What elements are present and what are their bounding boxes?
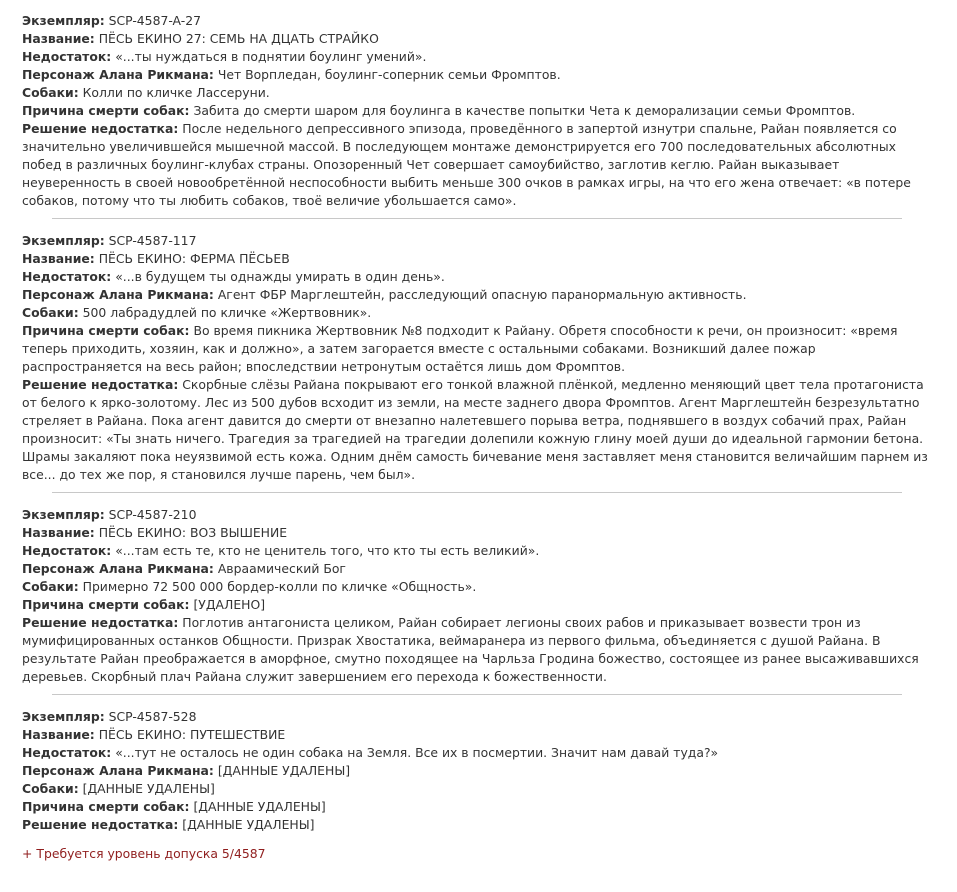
value-character: Авраамический Бог [217, 561, 346, 576]
entry-resolution [22, 376, 932, 484]
entry-resolution [22, 120, 932, 210]
label-character: Персонаж Алана Рикмана: [22, 67, 214, 82]
label-dogs: Собаки: [22, 781, 79, 796]
value-dogs: [ДАННЫЕ УДАЛЕНЫ] [82, 781, 215, 796]
label-death-cause: Причина смерти собак: [22, 597, 190, 612]
entry-resolution [22, 614, 932, 686]
value-title: ПЁСЬ ЕКИНО: ПУТЕШЕСТВИЕ [98, 727, 286, 742]
entry-instance [22, 12, 932, 30]
label-instance: Экземпляр: [22, 709, 105, 724]
entry-title [22, 524, 932, 542]
entry-flaw [22, 744, 932, 762]
entry-character [22, 762, 932, 780]
entry-death-cause [22, 596, 932, 614]
value-dogs: Примерно 72 500 000 бордер-колли по кличке «Общность». [82, 579, 477, 594]
divider [52, 218, 902, 219]
value-resolution: Скорбные слёзы Райана покрывают его тонкой влажной плёнкой, медленно меняющий цвет тела протагониста от белого к ярко-золотому. Лес из 500 дубов всходит из земли, на месте заднего двора Фромптов. Агент Марглештейн безрезультатно стреляет в Райана. Пока агент давится до смерти от внезапно налетевшего порыва ветра, поднявшего в воздух собачий прах, Райан произносит: «Ты знать ничего. Трагедия за трагедией на трагедии долепили кожную глину моей души до идеальной гармонии бетона. Шрамы закаляют пока неуязвимой есть кожа. Одним днём самость бичевание меня заставляет меня становится величайшим парнем из все... до тех же пор, я становился лучше парень, чем был». [22, 377, 928, 482]
label-title: Название: [22, 727, 95, 742]
plus-icon: + [22, 846, 33, 861]
label-death-cause: Причина смерти собак: [22, 103, 190, 118]
entry-death-cause [22, 102, 932, 120]
entry-instance [22, 708, 932, 726]
divider [52, 492, 902, 493]
label-dogs: Собаки: [22, 579, 79, 594]
label-death-cause: Причина смерти собак: [22, 323, 190, 338]
entry-character [22, 286, 932, 304]
entry-flaw [22, 48, 932, 66]
label-flaw: Недостаток: [22, 49, 112, 64]
label-instance: Экземпляр: [22, 13, 105, 28]
label-dogs: Собаки: [22, 305, 79, 320]
entry-dogs [22, 578, 932, 596]
entry-117 [22, 232, 932, 484]
entry-flaw [22, 542, 932, 560]
entry-210 [22, 506, 932, 686]
value-resolution: Поглотив антагониста целиком, Райан собирает легионы своих рабов и приказывает возвести трон из мумифицированных останков Общности. Призрак Хвостатика, веймаранера из первого фильма, объединяется с душой Райана. В результате Райан преображается в аморфное, смутно походящее на Чарльза Гродина божество, состоящее из ранее высаживавшихся деревьев. Скорбный плач Райана служит завершением его перехода к божественности. [22, 615, 919, 684]
value-resolution: [ДАННЫЕ УДАЛЕНЫ] [182, 817, 315, 832]
label-dogs: Собаки: [22, 85, 79, 100]
value-instance: SCP-4587-528 [108, 709, 197, 724]
value-dogs: 500 лабрадудлей по кличке «Жертвовник». [82, 305, 372, 320]
value-death-cause: Забита до смерти шаром для боулинга в качестве попытки Чета к деморализации семьи Фромптов. [193, 103, 856, 118]
value-flaw: «...там есть те, кто не ценитель того, что кто ты есть великий». [115, 543, 540, 558]
entry-dogs [22, 304, 932, 322]
entry-dogs [22, 780, 932, 798]
value-title: ПЁСЬ ЕКИНО 27: СЕМЬ НА ДЦАТЬ СТРАЙКО [98, 31, 379, 46]
entry-instance [22, 506, 932, 524]
entry-character [22, 66, 932, 84]
value-dogs: Колли по кличке Лассеруни. [82, 85, 270, 100]
value-instance: SCP-4587-210 [108, 507, 197, 522]
entry-title [22, 30, 932, 48]
entry-death-cause [22, 322, 932, 376]
label-death-cause: Причина смерти собак: [22, 799, 190, 814]
value-death-cause: [УДАЛЕНО] [193, 597, 266, 612]
label-flaw: Недостаток: [22, 745, 112, 760]
entry-dogs [22, 84, 932, 102]
value-flaw: «...в будущем ты однажды умирать в один день». [115, 269, 445, 284]
value-resolution: После недельного депрессивного эпизода, проведённого в запертой изнутри спальне, Райан появляется со значительно увеличившейся мышечной массой. В последующем монтаже демонстрируется его 700 последовательных абсолютных побед в различных боулинг-клубах страны. Опозоренный Чет совершает самоубийство, заглотив кеглю. Райан выказывает неуверенность в своей новообретённой неспособности выбить меньше 300 очков в рамках игры, на что его жена отвечает: «в потере собаков, потому что ты любить собаков, твоё величие убольшается само». [22, 121, 911, 208]
label-title: Название: [22, 525, 95, 540]
label-flaw: Недостаток: [22, 543, 112, 558]
label-character: Персонаж Алана Рикмана: [22, 763, 214, 778]
entry-instance [22, 232, 932, 250]
value-title: ПЁСЬ ЕКИНО: ВОЗ ВЫШЕНИЕ [98, 525, 288, 540]
entry-character [22, 560, 932, 578]
clearance-collapsible-link[interactable] [22, 845, 932, 863]
value-flaw: «...тут не осталось не один собака на Земля. Все их в посмертии. Значит нам давай туда?» [115, 745, 719, 760]
entry-title [22, 250, 932, 268]
entry-528 [22, 708, 932, 834]
value-death-cause: Во время пикника Жертвовник №8 подходит к Райану. Обретя способности к речи, он произносит: «время теперь приходить, хозяин, как и должно», а затем загорается вместе с остальными собаками. Возникший далее пожар распространяется на весь район; впоследствии нетронутым остаётся лишь дом Фромптов. [22, 323, 898, 374]
label-resolution: Решение недостатка: [22, 817, 179, 832]
value-title: ПЁСЬ ЕКИНО: ФЕРМА ПЁСЬЕВ [98, 251, 290, 266]
value-character: Чет Ворпледан, боулинг-соперник семьи Фромптов. [217, 67, 561, 82]
value-character: [ДАННЫЕ УДАЛЕНЫ] [217, 763, 351, 778]
label-instance: Экземпляр: [22, 507, 105, 522]
value-character: Агент ФБР Марглештейн, расследующий опасную паранормальную активность. [217, 287, 747, 302]
label-flaw: Недостаток: [22, 269, 112, 284]
value-death-cause: [ДАННЫЕ УДАЛЕНЫ] [193, 799, 326, 814]
label-title: Название: [22, 31, 95, 46]
entry-resolution [22, 816, 932, 834]
entry-title [22, 726, 932, 744]
collapsible-label: Требуется уровень допуска 5/4587 [36, 846, 266, 861]
label-resolution: Решение недостатка: [22, 121, 179, 136]
label-instance: Экземпляр: [22, 233, 105, 248]
label-character: Персонаж Алана Рикмана: [22, 287, 214, 302]
entry-flaw [22, 268, 932, 286]
label-resolution: Решение недостатка: [22, 615, 179, 630]
entry-a-27 [22, 12, 932, 210]
value-instance: SCP-4587-A-27 [108, 13, 201, 28]
value-flaw: «...ты нуждаться в поднятии боулинг умений». [115, 49, 427, 64]
label-title: Название: [22, 251, 95, 266]
divider [52, 694, 902, 695]
label-character: Персонаж Алана Рикмана: [22, 561, 214, 576]
label-resolution: Решение недостатка: [22, 377, 179, 392]
document-body [22, 12, 932, 863]
entry-death-cause [22, 798, 932, 816]
value-instance: SCP-4587-117 [108, 233, 197, 248]
